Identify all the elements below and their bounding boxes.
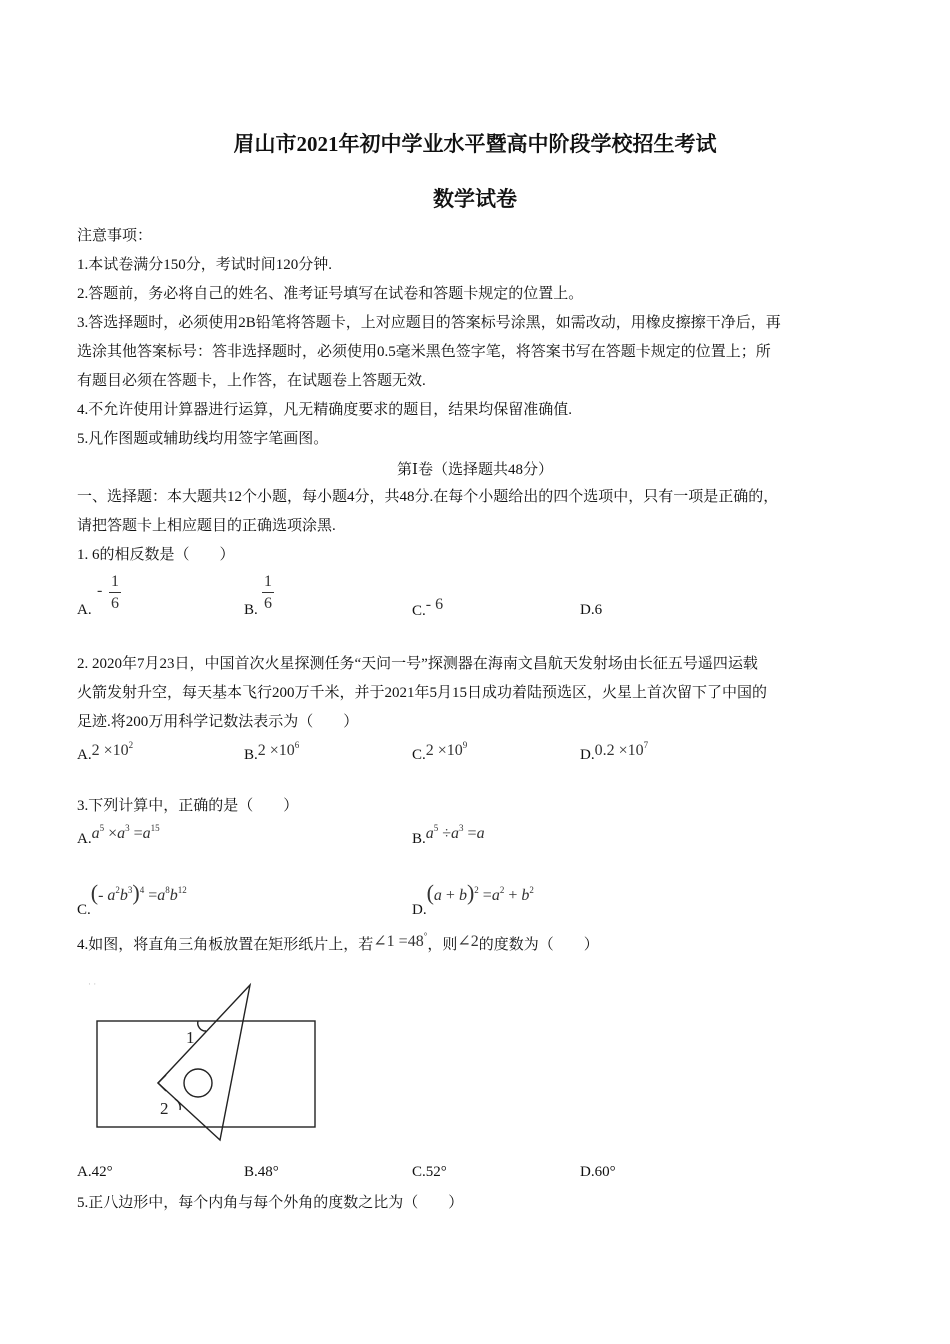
note-item: 5.凡作图题或辅助线均用签字笔画图。 — [77, 431, 329, 447]
angle-1-label: 1 — [186, 1028, 195, 1047]
page-title: 眉山市2021年初中学业水平暨高中阶段学校招生考试 — [233, 132, 717, 156]
question-1-stem: 1. 6的相反数是（ ） — [77, 547, 235, 563]
q2-option-b: $B.2 \times 10^6$ — [244, 740, 300, 763]
section-intro: 一、选择题：本大题共12个小题，每小题4分，共48分.在每个小题给出的四个选项中，只有一项是正确的， — [77, 489, 779, 505]
section-title: 第Ⅰ卷（选择题共48分） — [397, 462, 553, 478]
q4-option-a: A.42° — [77, 1164, 113, 1180]
question-4-stem: 4.如图，将直角三角板放置在矩形纸片上，若∠1 =48°，则∠2的度数为（ ） — [77, 931, 599, 953]
q4-option-d: D.60° — [580, 1164, 616, 1180]
q3-option-b: $B.a^5 \div a^3 =a$ — [412, 823, 485, 847]
note-item: 3.答选择题时，必须使用2B铅笔将答题卡，上对应题目的答案标号涂黑，如需改动，用橡皮擦擦干净后，再 — [77, 315, 781, 331]
note-item: 2.答题前，务必将自己的姓名、准考证号填写在试卷和答题卡规定的位置上。 — [77, 286, 584, 302]
fraction: $\frac{1}{6}$ — [264, 573, 272, 612]
note-item: 4.不允许使用计算器进行运算，凡无精确度要求的题目，结果均保留准确值. — [77, 402, 573, 418]
triangle-rectangle-figure — [80, 975, 330, 1150]
angle-2-label: 2 — [160, 1099, 169, 1118]
note-item: 1.本试卷满分150分，考试时间120分钟. — [77, 257, 333, 273]
question-5-stem: 5.正八边形中，每个内角与每个外角的度数之比为（ ） — [77, 1195, 464, 1211]
triangle-hole — [184, 1069, 212, 1097]
q2-option-c: $C.2 \times 10^9$ — [412, 740, 468, 763]
note-item: 有题目必须在答题卡，上作答，在试题卷上答题无效. — [77, 373, 426, 389]
q1-option-d: D.6 — [580, 602, 603, 618]
notes-heading: 注意事项： — [77, 228, 153, 244]
fraction: $\frac{1}{6}$ — [111, 573, 119, 612]
question-2-stem: 火箭发射升空，每天基本飞行200万千米，并于2021年5月15日成功着陆预选区，火星上首次留下了中国的 — [77, 685, 768, 701]
exam-page: 眉山市2021年初中学业水平暨高中阶段学校招生考试 数学试卷 注意事项： 1.本试卷满分150分，考试时间120分钟. 2.答题前，务必将自己的姓名、准考证号填写在试卷和答题卡规定的位置上。 3.答选择题时，必须使用2B铅笔将答题卡，上对应题目的答案标号涂黑，如需改动，用橡皮擦擦干净后，再 选涂其他答案标号：答非选择题时，必须使用0.5毫米黑色签字笔，将答案书写在答题卡规定的位置上；所 有题目必须在答题卡，上作答，在试题卷上答题无效. 4.不允许使用计算器进行运算，凡无精确度要求的题目，结果均保留准确值. 5.凡作图题或辅助线均用签字笔画图。 第Ⅰ卷（选择题共48分） 一、选择题：本大题共12个小题，每小题4分，共48分.在每个小题给出的四个选项中，只有一项是正确的， 请把答题卡上相应题目的正确选项涂黑. 1. 6的相反数是（ ） A. - $\frac{1}{6}$ B. $\frac{1}{6}$ C.- 6 D.6 2. 2020年7月23日，中国首次火星探测任务“天问一号”探测器在海南文昌航天发射场由长征五号遥四运载 火箭发射升空，每天基本飞行200万千米，并于2021年5月15日成功着陆预选区，火星上首次留下了中国的 足迹.将200万用科学记数法表示为（ ） $A.2 \times 10^2$ $B.2 \times 10^6$ $C.2 \times 10^9$ $D.0.2 \times 10^7$ 3.下列计算中，正确的是（ ） $A.a^5 \times a^3 =a^{15}$ $B.a^5 \div a^3 =a$ C.(- $a^2b^3)^4 =a^8b^{12}$ $D.(a + b)^2 =a^2 + b^2$ 4.如图，将直角三角板放置在矩形纸片上，若∠1 =48°，则∠2的度数为（ ） 1 2 · · A.42° B.48° C.52° D.60° 5.正八边形中，每个内角与每个外角的度数之比为（ ） — [0, 0, 950, 1344]
page-subtitle: 数学试卷 — [433, 187, 517, 211]
q3-option-a: $A.a^5 \times a^3 =a^{15}$ — [77, 823, 160, 847]
rectangle-paper — [97, 1021, 315, 1127]
question-2-stem: 足迹.将200万用科学记数法表示为（ ） — [77, 714, 359, 730]
right-triangle-ruler — [158, 985, 250, 1140]
question-3-stem: 3.下列计算中，正确的是（ ） — [77, 798, 299, 814]
q3-option-c: C.(- $a^2b^3)^4 =a^8b^{12}$ — [77, 880, 187, 918]
q4-option-b: B.48° — [244, 1164, 279, 1180]
q3-option-d: $D.(a + b)^2 =a^2 + b^2$ — [412, 880, 534, 918]
q4-option-c: C.52° — [412, 1164, 447, 1180]
angle-2-arc — [175, 1099, 180, 1110]
angle-1-arc — [198, 1021, 206, 1031]
note-item: 选涂其他答案标号：答非选择题时，必须使用0.5毫米黑色签字笔，将答案书写在答题卡规定的位置上；所 — [77, 344, 771, 360]
q2-option-a: $A.2 \times 10^2$ — [77, 740, 134, 763]
scan-mark: · · — [88, 979, 97, 989]
q1-option-c: C.- 6 — [412, 596, 444, 619]
question-2-stem: 2. 2020年7月23日，中国首次火星探测任务“天问一号”探测器在海南文昌航天发射场由长征五号遥四运载 — [77, 656, 758, 672]
q2-option-d: $D.0.2 \times 10^7$ — [580, 740, 649, 763]
section-intro: 请把答题卡上相应题目的正确选项涂黑. — [77, 518, 336, 534]
